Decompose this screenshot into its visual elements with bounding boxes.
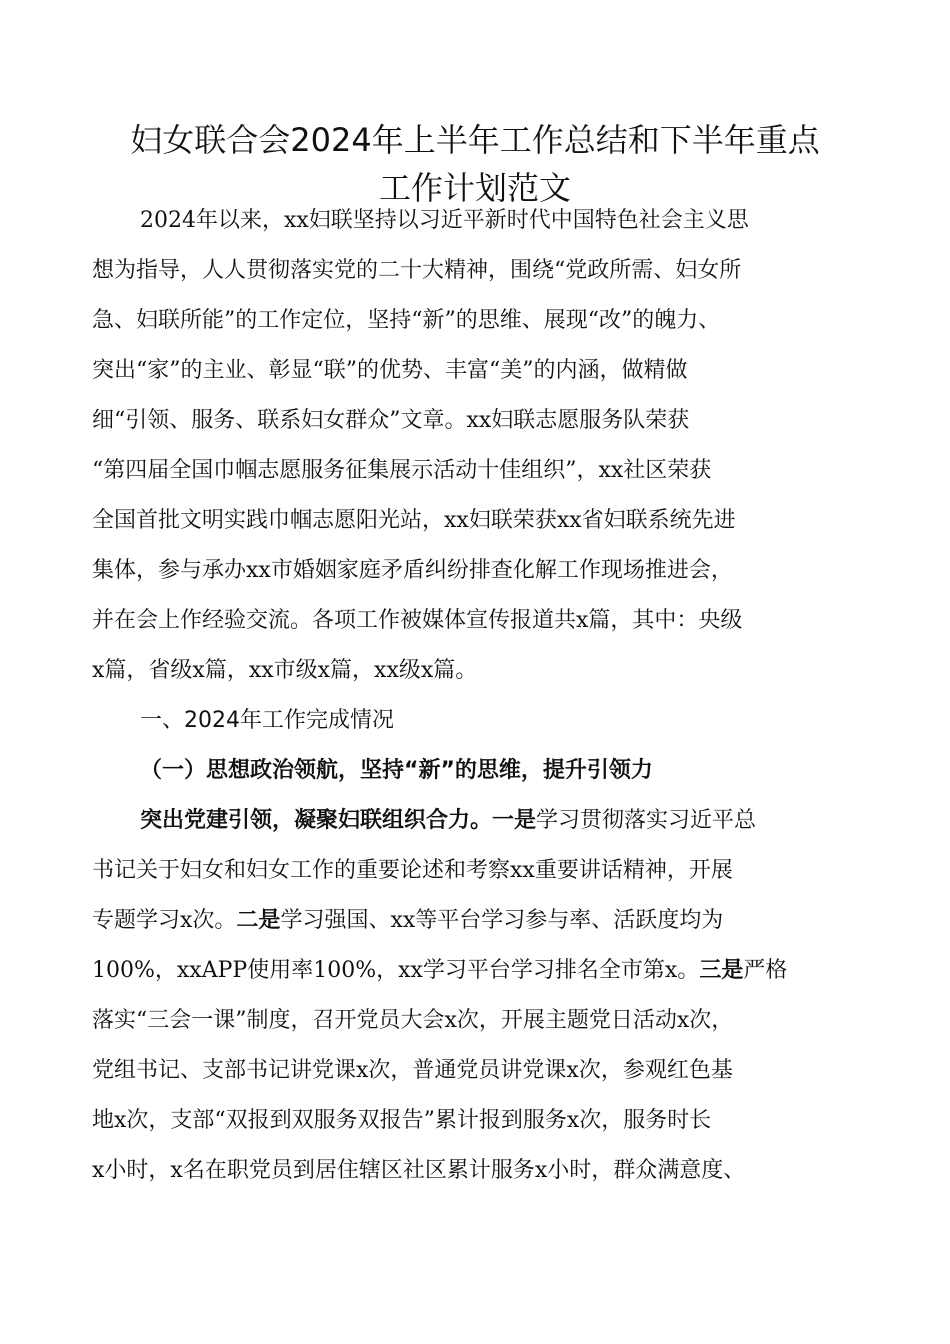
para2-line-4 — [92, 946, 882, 996]
para2-marker-three: 三是 — [699, 958, 744, 983]
section-heading: 一、2024年工作完成情况 — [140, 708, 394, 733]
document-title-line-2: 工作计划范文 — [378, 169, 571, 207]
para2-line-4-text: 100%，xxAPP使用率100%，xx学习平台学习排名全市第x。 — [92, 958, 700, 983]
para2-line-7: 地x次，支部“双报到双服务双报告”累计报到服务x次，服务时长 — [92, 1108, 712, 1133]
para2-line-1 — [140, 796, 930, 846]
para2-marker-two: 二是 — [236, 908, 281, 933]
para2-line-1-text: 学习贯彻落实习近平总 — [536, 808, 757, 833]
para2-line-8: x小时，x名在职党员到居住辖区社区累计服务x小时，群众满意度、 — [92, 1158, 746, 1183]
intro-line-3: 急、妇联所能”的工作定位，坚持“新”的思维、展现“改”的魄力、 — [92, 308, 721, 333]
intro-line-5: 细“引领、服务、联系妇女群众”文章。xx妇联志愿服务队荣获 — [92, 408, 690, 433]
para2-line-2: 书记关于妇女和妇女工作的重要论述和考察xx重要讲话精神，开展 — [92, 858, 733, 883]
intro-line-4: 突出“家”的主业、彰显“联”的优势、丰富“美”的内涵，做精做 — [92, 358, 688, 383]
para2-line-6: 党组书记、支部书记讲党课x次，普通党员讲党课x次，参观红色基 — [92, 1058, 733, 1083]
para2-line-5: 落实“三会一课”制度，召开党员大会x次，开展主题党日活动x次， — [92, 1008, 734, 1033]
intro-line-10: x篇，省级x篇，xx市级x篇，xx级x篇。 — [92, 658, 478, 683]
intro-line-8: 集体，参与承办xx市婚姻家庭矛盾纠纷排查化解工作现场推进会， — [92, 558, 733, 583]
intro-line-9: 并在会上作经验交流。各项工作被媒体宣传报道共x篇，其中：央级 — [92, 608, 743, 633]
para2-line-4-rest: 严格 — [743, 958, 788, 983]
subsection-heading: （一）思想政治领航，坚持“新”的思维，提升引领力 — [140, 758, 653, 783]
intro-line-6: “第四届全国巾帼志愿服务征集展示活动十佳组织”，xx社区荣获 — [92, 458, 712, 483]
document-title-line-1: 妇女联合会2024年上半年工作总结和下半年重点 — [130, 121, 820, 159]
para2-line-3-rest: 学习强国、xx等平台学习参与率、活跃度均为 — [280, 908, 724, 933]
intro-line-7: 全国首批文明实践巾帼志愿阳光站，xx妇联荣获xx省妇联系统先进 — [92, 508, 736, 533]
para2-line-3 — [92, 896, 882, 946]
para2-line-3-text: 专题学习x次。 — [92, 908, 237, 933]
intro-line-1: 2024年以来，xx妇联坚持以习近平新时代中国特色社会主义思 — [140, 208, 749, 233]
intro-line-2: 想为指导，人人贯彻落实党的二十大精神，围绕“党政所需、妇女所 — [92, 258, 742, 283]
para2-lead-bold: 突出党建引领，凝聚妇联组织合力。一是 — [140, 808, 537, 833]
